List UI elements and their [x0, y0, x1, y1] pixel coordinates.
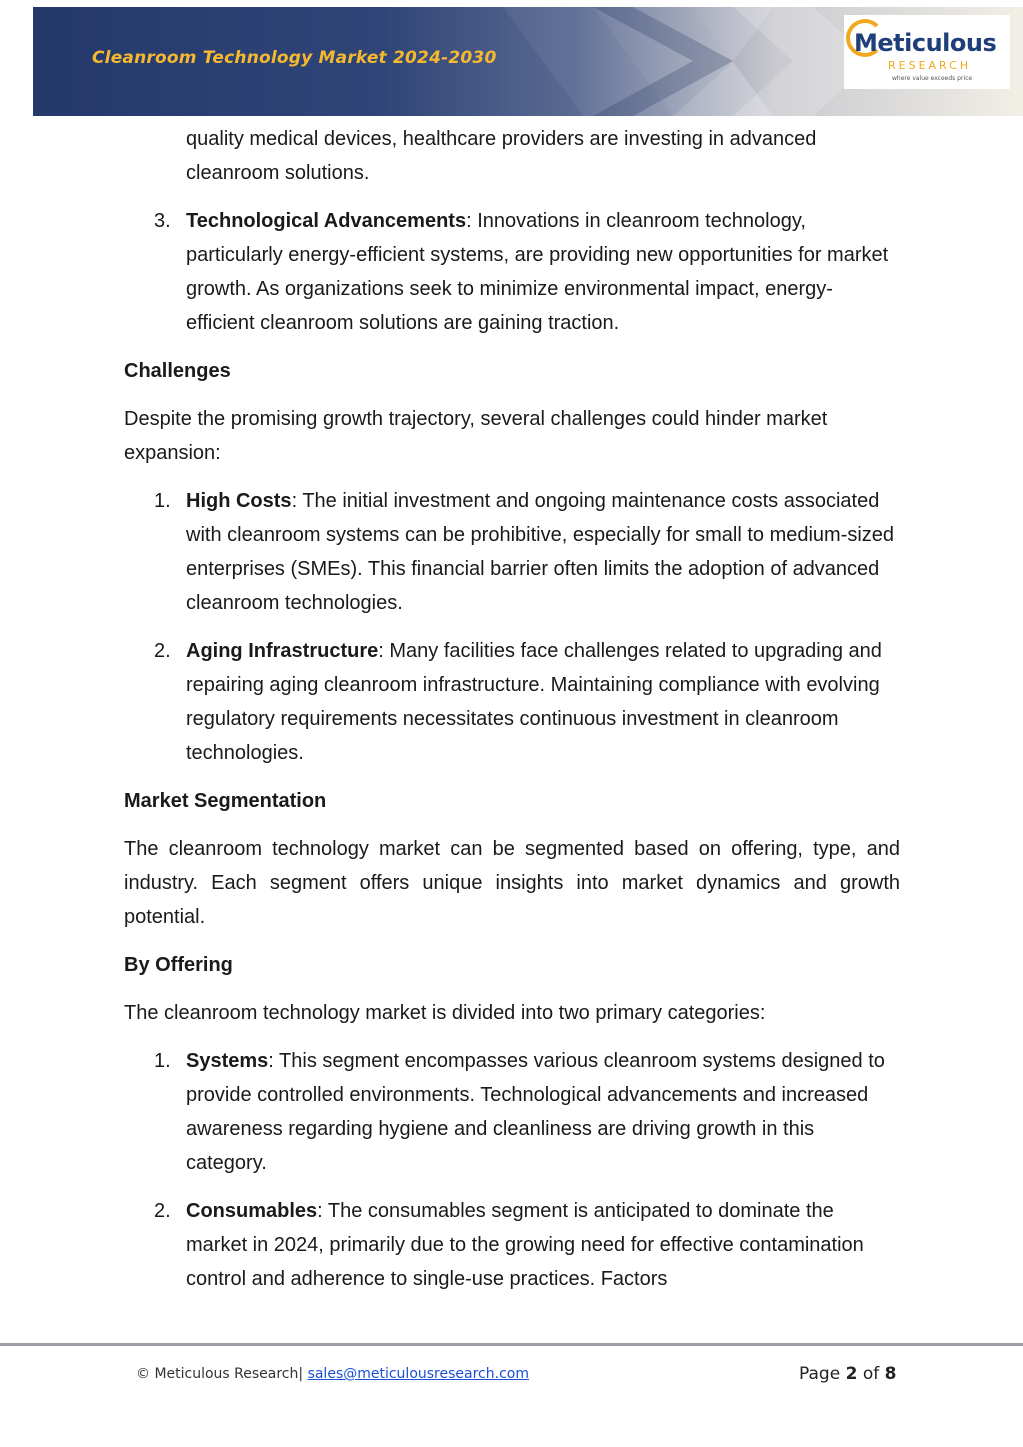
- section-heading-offering: By Offering: [124, 954, 233, 976]
- list-text: : Innovations in cleanroom technology, particularly energy-efficient systems, are providing new opportunities for market growth. As organizations seek to minimize environmental impact, energy-efficient cleanroom solutions are gaining traction.: [186, 210, 889, 334]
- list-term: Consumables: [186, 1200, 318, 1222]
- list-term: Systems: [186, 1050, 269, 1072]
- list-text: : This segment encompasses various cleanroom systems designed to provide controlled environments. Technological advancements and increased awareness regarding hygiene and cleanliness are driving growth in this category.: [186, 1050, 885, 1174]
- list-number: 1.: [154, 1050, 171, 1072]
- list-text: : Many facilities face challenges related to upgrading and repairing aging cleanroom infrastructure. Maintaining compliance with evolving regulatory requirements necessitates continuous investment in cleanroom technologies.: [186, 640, 882, 764]
- page-prefix: Page: [799, 1364, 841, 1384]
- footer-divider: [0, 1343, 1023, 1346]
- meticulous-logo: [844, 15, 1010, 89]
- email-link[interactable]: sales@meticulousresearch.com: [307, 1366, 529, 1382]
- page-current: 2: [845, 1364, 858, 1384]
- list-number: 2.: [154, 1200, 171, 1222]
- list-item: [124, 204, 900, 340]
- section-heading-challenges: Challenges: [124, 360, 231, 382]
- document-title: Cleanroom Technology Market 2024-2030: [92, 48, 497, 68]
- section-heading-segmentation: Market Segmentation: [124, 790, 327, 812]
- copyright-text: © Meticulous Research|: [136, 1366, 304, 1382]
- page-of: of: [862, 1364, 880, 1384]
- list-item: [124, 1194, 900, 1296]
- page-number: [799, 1364, 896, 1384]
- list-number: 3.: [154, 210, 171, 232]
- page-total: 8: [884, 1364, 897, 1384]
- list-text: : The initial investment and ongoing maintenance costs associated with cleanroom systems can be prohibitive, especially for small to medium-sized enterprises (SMEs). This financial barrier often limits the adoption of advanced cleanroom technologies.: [186, 490, 895, 614]
- list-item: [124, 484, 900, 620]
- list-number: 1.: [154, 490, 171, 512]
- list-text: : The consumables segment is anticipated to dominate the market in 2024, primarily due to the growing need for effective contamination control and adherence to single-use practices. Factors: [186, 1200, 864, 1290]
- list-number: 2.: [154, 640, 171, 662]
- continuation-text: quality medical devices, healthcare providers are investing in advanced cleanroom solutions.: [186, 128, 817, 184]
- list-term: Aging Infrastructure: [186, 640, 379, 662]
- challenges-intro: Despite the promising growth trajectory, several challenges could hinder market expansion:: [124, 408, 828, 464]
- list-term: Technological Advancements: [186, 210, 467, 232]
- list-item: [124, 1044, 900, 1180]
- footer-copyright: [136, 1366, 529, 1382]
- document-body: [124, 122, 900, 1310]
- list-item: [124, 634, 900, 770]
- page-header: [33, 7, 1023, 116]
- list-term: High Costs: [186, 490, 292, 512]
- logo-tagline: where value exceeds price: [892, 75, 973, 82]
- segmentation-intro: The cleanroom technology market can be segmented based on offering, type, and industry. Each segment offers unique insights into market dynamics and growth potential.: [124, 838, 900, 928]
- offering-intro: The cleanroom technology market is divided into two primary categories:: [124, 1002, 766, 1024]
- logo-name: Meticulous: [854, 29, 997, 57]
- logo-sub: RESEARCH: [888, 59, 972, 72]
